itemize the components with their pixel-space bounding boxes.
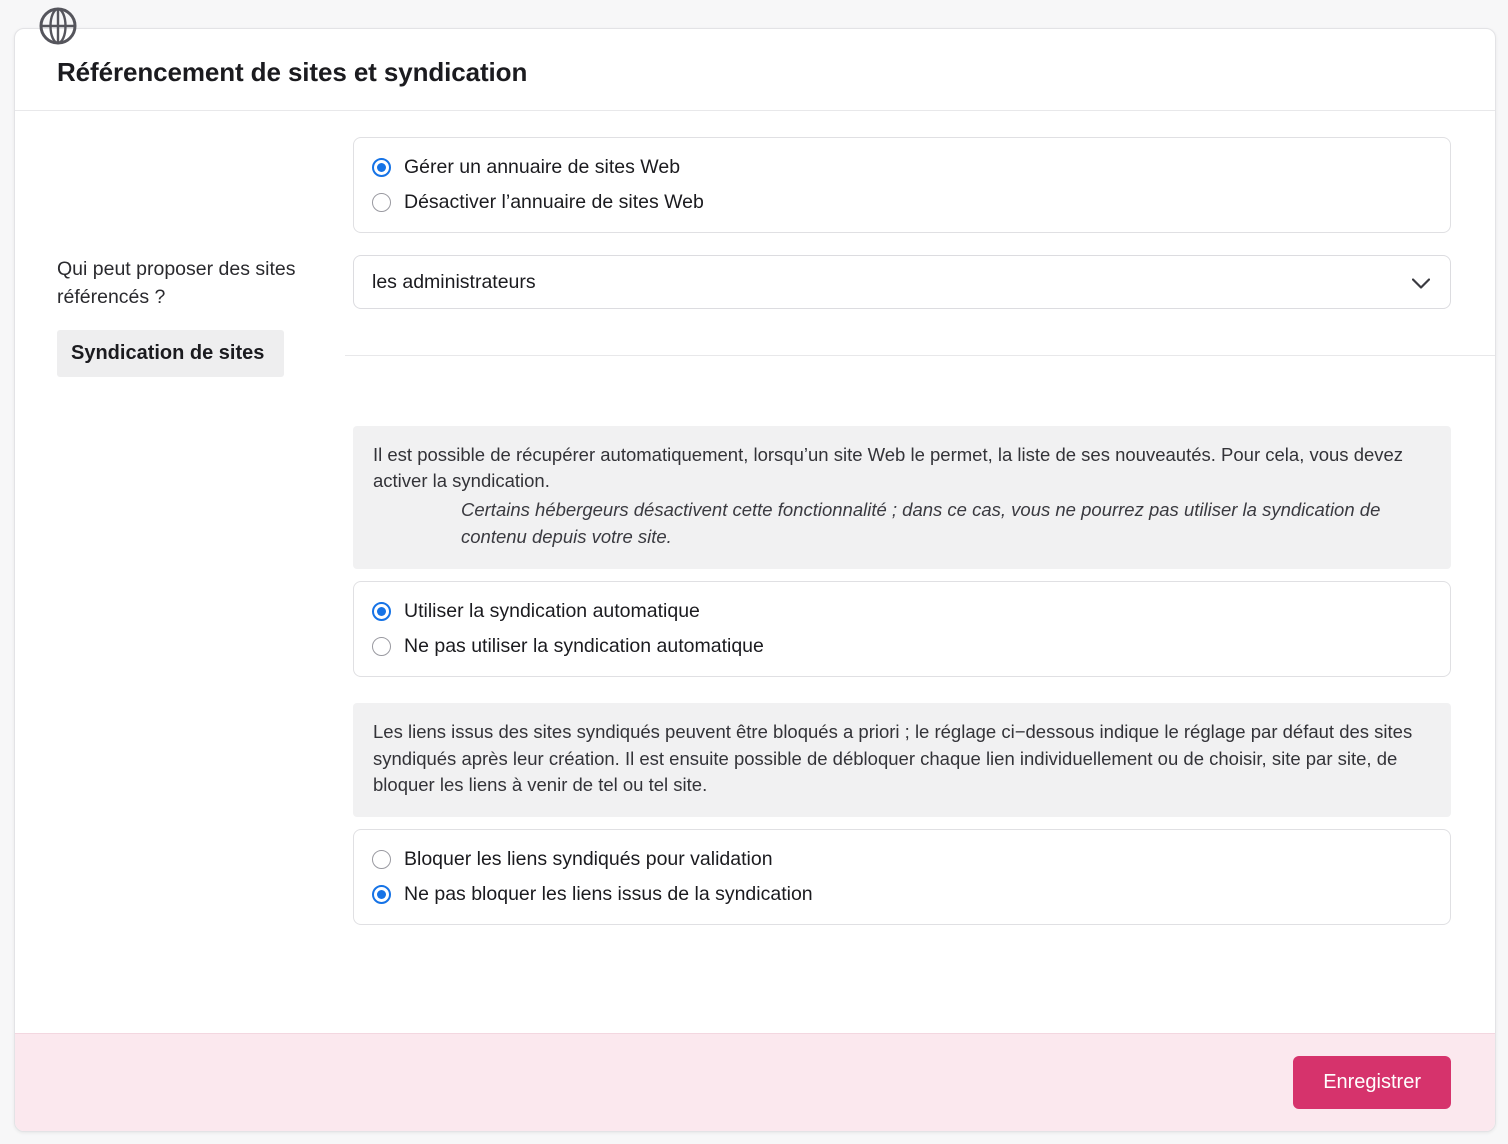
tab-syndication-de-sites[interactable]: Syndication de sites <box>57 330 284 377</box>
chevron-down-icon[interactable] <box>1412 277 1430 288</box>
directory-radio-group <box>353 137 1451 233</box>
radio-icon-selected[interactable] <box>372 158 391 177</box>
radio-label: Ne pas utiliser la syndication automatique <box>404 634 764 657</box>
blocking-info-box: Les liens issus des sites syndiqués peuvent être bloqués a priori ; le réglage ci−dessous indique le réglage par défaut des sites syndiqués après leur création. Il est ensuite possible de débloquer chaque lien individuellement ou de choisir, site par site, de bloquer les liens à venir de tel ou tel site. <box>353 703 1451 817</box>
radio-icon-unselected[interactable] <box>372 637 391 656</box>
panel-body <box>15 111 1495 1033</box>
radio-label: Désactiver l’annuaire de sites Web <box>404 191 704 213</box>
radio-option-manage-directory[interactable] <box>354 150 1450 185</box>
directory-row <box>15 137 1495 233</box>
radio-label: Bloquer les liens syndiqués pour validation <box>404 848 773 871</box>
radio-option-use-auto-syndication[interactable] <box>354 594 1450 629</box>
save-button[interactable]: Enregistrer <box>1293 1056 1451 1109</box>
proposer-select[interactable] <box>353 255 1451 309</box>
radio-icon-unselected[interactable] <box>372 850 391 869</box>
settings-panel <box>14 28 1496 1132</box>
proposer-label: Qui peut proposer des sites référencés ? <box>57 258 296 309</box>
radio-icon-selected[interactable] <box>372 602 391 621</box>
radio-option-block-syndicated-links[interactable] <box>354 842 1450 877</box>
radio-option-disable-directory[interactable] <box>354 185 1450 220</box>
section-divider <box>345 355 1495 356</box>
radio-option-no-auto-syndication[interactable] <box>354 629 1450 664</box>
blocking-radio-group <box>353 829 1451 925</box>
panel-footer <box>15 1033 1495 1131</box>
globe-icon <box>34 2 82 50</box>
radio-label: Ne pas bloquer les liens issus de la syndication <box>404 883 813 906</box>
syndication-row <box>15 426 1495 677</box>
panel-header <box>15 29 1495 111</box>
syndication-radio-group <box>353 581 1451 677</box>
syndication-info-italic: Certains hébergeurs désactivent cette fonctionnalité ; dans ce cas, vous ne pourrez pas utiliser la syndication de contenu depuis votre site. <box>461 499 1381 547</box>
syndication-info-main: Il est possible de récupérer automatiquement, lorsqu’un site Web le permet, la liste de ses nouveautés. Pour cela, vous devez activer la syndication. <box>373 443 1404 492</box>
radio-icon-selected[interactable] <box>372 885 391 904</box>
radio-icon-unselected[interactable] <box>372 193 391 212</box>
radio-option-do-not-block-syndicated-links[interactable] <box>354 877 1450 912</box>
syndication-info-box <box>353 426 1451 569</box>
radio-label: Utiliser la syndication automatique <box>404 599 700 622</box>
proposer-row <box>15 255 1495 312</box>
page-title: Référencement de sites et syndication <box>57 57 528 87</box>
blocking-row <box>15 703 1495 925</box>
proposer-select-value: les administrateurs <box>372 270 536 293</box>
radio-label: Gérer un annuaire de sites Web <box>404 156 681 178</box>
